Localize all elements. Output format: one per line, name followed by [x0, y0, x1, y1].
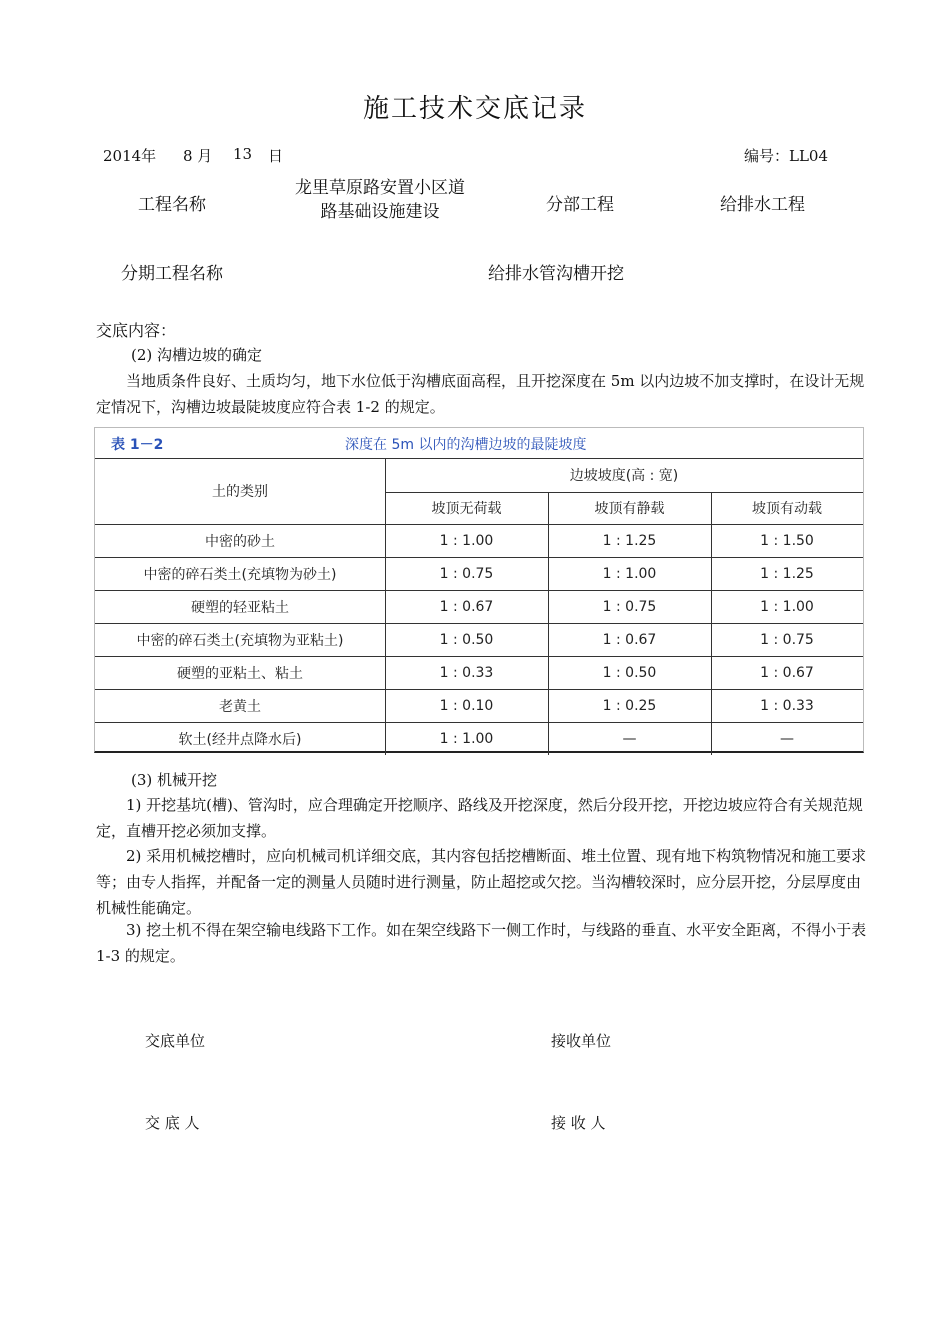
table-cell-slope: 1 : 0.10 — [439, 697, 494, 714]
table-cell-soil: 硬塑的轻亚粘土 — [191, 599, 289, 616]
table-cell-slope: 1 : 1.00 — [439, 730, 494, 747]
handover-unit-label: 交底单位 — [145, 1032, 206, 1050]
phase-label: 分期工程名称 — [121, 264, 223, 284]
table-cell-soil: 中密的砂土 — [205, 533, 275, 550]
phase-value: 给排水管沟槽开挖 — [488, 264, 624, 284]
slope-table — [94, 427, 864, 753]
section-3-paragraph-2: 2) 采用机械挖槽时，应向机械司机详细交底，其内容包括挖槽断面、堆土位置、现有地下构筑物情况和施工要求等；由专人指挥，并配备一定的测量人员随时进行测量，防止超挖或欠挖。当沟槽较深时，应分层开挖，分层厚度由机械性能确定。 — [96, 847, 867, 917]
table-subheader-3: 坡顶有动载 — [752, 501, 822, 517]
table-cell-slope: 1 : 0.67 — [439, 598, 494, 615]
section-3-heading: (3) 机械开挖 — [131, 771, 218, 789]
project-name-value — [270, 176, 490, 224]
table-caption — [95, 428, 863, 458]
receiving-unit-label: 接收单位 — [551, 1032, 612, 1050]
table-cell-slope: 1 : 1.00 — [760, 598, 814, 615]
section-2-heading: (2) 沟槽边坡的确定 — [131, 346, 263, 364]
table-header-soil-type: 土的类别 — [212, 484, 268, 500]
section-2-paragraph: 当地质条件良好、土质均匀，地下水位低于沟槽底面高程，且开挖深度在 5m 以内边坡不加支撑时，在设计无规定情况下，沟槽边坡最陡坡度应符合表 1-2 的规定。 — [96, 372, 865, 416]
table-cell-slope: 1 : 0.25 — [602, 697, 657, 714]
table-cell-slope: 1 : 0.50 — [439, 631, 494, 648]
table-cell-slope: 1 : 0.33 — [439, 664, 494, 681]
page-title: 施工技术交底记录 — [362, 94, 587, 124]
section-3-paragraph-3: 3) 挖土机不得在架空输电线路下工作。如在架空线路下一侧工作时，与线路的垂直、水平安全距离，不得小于表 1-3 的规定。 — [96, 921, 867, 965]
table-cell-soil: 软土(经井点降水后) — [178, 731, 302, 748]
table-cell-slope: 1 : 0.75 — [760, 631, 814, 648]
table-cell-soil: 中密的碎石类土(充填物为亚粘土) — [136, 632, 344, 649]
sub-project-value: 给排水工程 — [720, 195, 805, 215]
table-cell-soil: 硬塑的亚粘土、粘土 — [177, 665, 303, 682]
table-cell-slope: 1 : 0.50 — [602, 664, 657, 681]
table-cell-slope: 1 : 0.75 — [602, 598, 657, 615]
section-3-paragraph-1: 1) 开挖基坑(槽)、管沟时，应合理确定开挖顺序、路线及开挖深度，然后分段开挖，开挖边坡应符合有关规范规定，直槽开挖必须加支撑。 — [96, 796, 863, 840]
table-cell-slope: 1 : 0.67 — [602, 631, 657, 648]
table-cell-slope: 1 : 0.33 — [760, 697, 814, 714]
table-cell-slope: 1 : 1.00 — [602, 565, 657, 582]
table-number: 表 1－2 — [111, 437, 164, 453]
table-cell-slope: 1 : 1.50 — [760, 532, 814, 549]
project-name-line1: 龙里草原路安置小区道 — [295, 178, 465, 198]
receiving-person-label: 接 收 人 — [551, 1114, 606, 1132]
date-month: 8 月 — [183, 147, 213, 165]
table-cell-slope: 1 : 1.25 — [760, 565, 814, 582]
table-subheader-1: 坡顶无荷载 — [431, 501, 502, 517]
document-code: 编号：LL04 — [744, 147, 829, 165]
table-cell-soil: 中密的碎石类土(充填物为砂土) — [143, 566, 337, 583]
project-name-line2: 路基础设施建设 — [320, 202, 440, 222]
table-cell-soil: 老黄土 — [219, 698, 261, 715]
date-year: 2014年 — [103, 147, 157, 165]
date-day-unit: 日 — [268, 147, 284, 165]
table-cell-slope: 1 : 1.25 — [602, 532, 657, 549]
table-cell-slope: 1 : 0.67 — [760, 664, 814, 681]
sub-project-label: 分部工程 — [546, 195, 614, 215]
table-cell-slope: 1 : 0.75 — [439, 565, 494, 582]
project-name-label: 工程名称 — [138, 195, 206, 215]
table-cell-slope: — — [780, 730, 794, 747]
table-header-slope-ratio: 边坡坡度(高 : 宽) — [569, 468, 679, 484]
table-title: 深度在 5m 以内的沟槽边坡的最陡坡度 — [345, 437, 587, 453]
table-cell-slope: — — [622, 730, 637, 747]
table-subheader-2: 坡顶有静载 — [594, 501, 665, 517]
handover-person-label: 交 底 人 — [145, 1114, 200, 1132]
date-day: 13 — [233, 145, 253, 163]
table-cell-slope: 1 : 1.00 — [439, 532, 494, 549]
content-label: 交底内容： — [96, 321, 177, 340]
